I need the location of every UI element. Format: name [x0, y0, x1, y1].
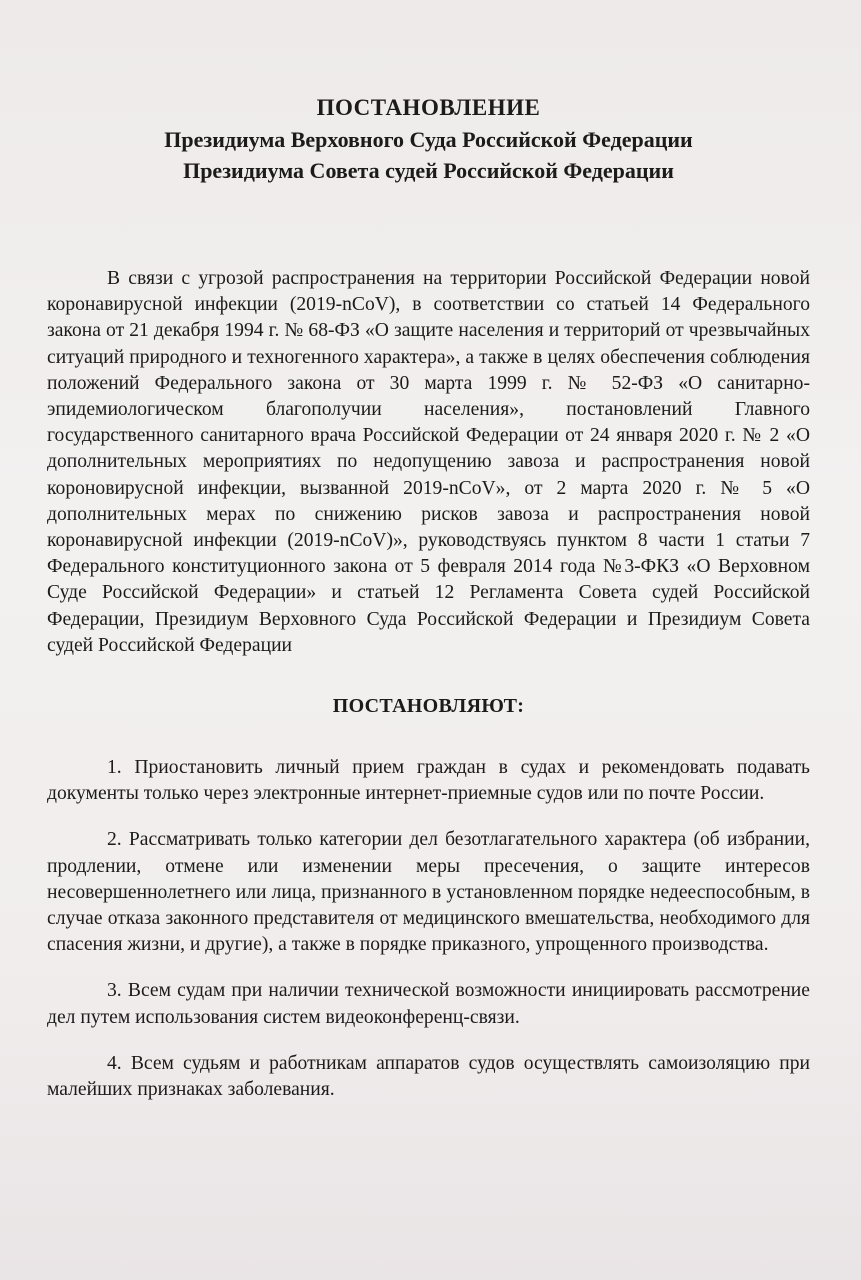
document-header — [47, 92, 810, 186]
document-type-title: ПОСТАНОВЛЕНИЕ — [316, 95, 541, 120]
resolution-item-4: 4. Всем судьям и работникам аппаратов судов осуществлять самоизоляцию при малейших признаках заболевания. — [47, 1052, 810, 1101]
issuer-line-1: Президиума Верховного Суда Российской Федерации — [164, 127, 693, 152]
preamble-paragraph: В связи с угрозой распространения на территории Российской Федерации новой коронавирусной инфекции (2019-nCoV), в соответствии со статьей 14 Федерального закона от 21 декабря 1994 г. № 68-ФЗ «О защите населения и территорий от чрезвычайных ситуаций природного и техногенного характера», а также в целях обеспечения соблюдения положений Федерального закона от 30 марта 1999 г. № 52-ФЗ «О санитарно-эпидемиологическом благополучии населения», постановлений Главного государственного санитарного врача Российской Федерации от 24 января 2020 г. № 2 «О дополнительных мероприятиях по недопущению завоза и распространения новой короновирусной инфекции, вызванной 2019-nCoV», от 2 марта 2020 г. № 5 «О дополнительных мерах по снижению рисков завоза и распространения новой коронавирусной инфекции (2019-nCoV)», руководствуясь пунктом 8 части 1 статьи 7 Федерального конституционного закона от 5 февраля 2014 года №3-ФКЗ «О Верховном Суде Российской Федерации» и статьей 12 Регламента Совета судей Российской Федерации, Президиум Верховного Суда Российской Федерации и Президиум Совета судей Российской Федерации — [47, 268, 810, 656]
resolution-item-1: 1. Приостановить личный прием граждан в судах и рекомендовать подавать документы только через электронные интернет-приемные судов или по почте России. — [47, 757, 810, 805]
resolve-heading: ПОСТАНОВЛЯЮТ: — [332, 695, 525, 718]
resolution-items — [47, 755, 810, 1103]
issuer-line-2: Президиума Совета судей Российской Федерации — [183, 158, 674, 183]
resolution-item-2: 2. Рассматривать только категории дел безотлагательного характера (об избрании, продлении, отмене или изменении меры пресечения, о защите интересов несовершеннолетнего или лица, признанного в установленном порядке недееспособным, в случае отказа законного представителя от медицинского вмешательства, необходимого для спасения жизни, и другие), а также в порядке приказного, упрощенного производства. — [47, 829, 810, 956]
resolution-item-3: 3. Всем судам при наличии технической возможности инициировать рассмотрение дел путем использования систем видеоконференц-связи. — [47, 980, 810, 1028]
preamble-section — [47, 266, 810, 659]
document-content — [47, 92, 810, 1123]
